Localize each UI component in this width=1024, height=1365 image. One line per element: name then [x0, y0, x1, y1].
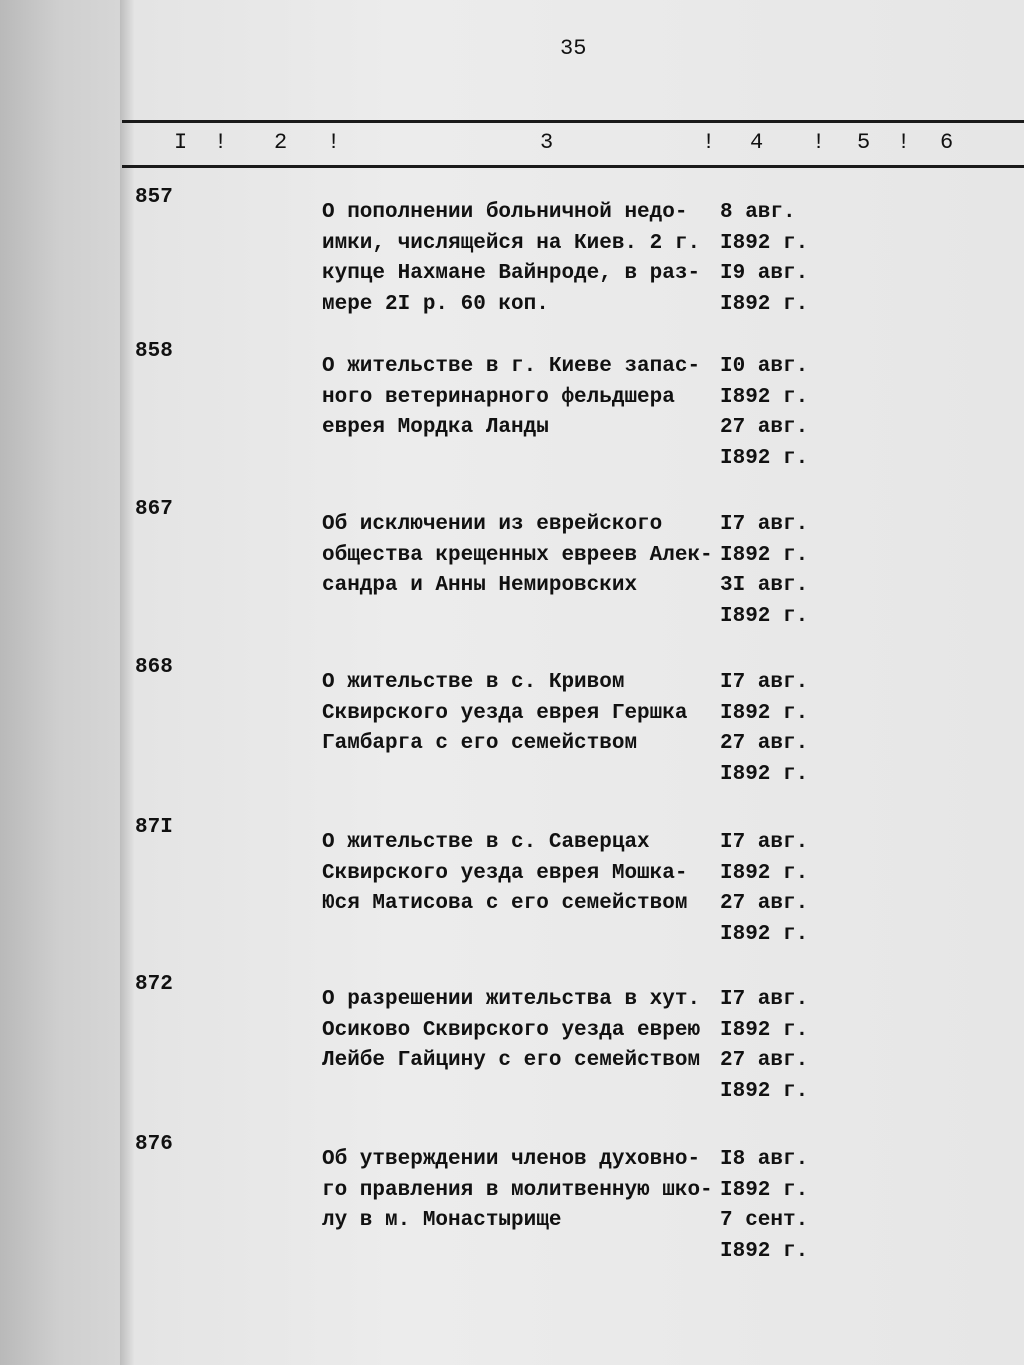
record-number: 87I [135, 816, 173, 839]
record-number: 868 [135, 656, 173, 679]
col-separator: ! [327, 130, 341, 155]
record-dates [720, 510, 808, 632]
col-4-header: 4 [750, 130, 764, 155]
col-1-header: I [174, 130, 188, 155]
record-description [322, 985, 700, 1077]
description-line: Об исключении из еврейского [322, 513, 663, 536]
record-dates [720, 352, 808, 474]
col-separator: ! [812, 130, 826, 155]
date-line: I892 г. [720, 1239, 809, 1263]
date-line: I892 г. [720, 762, 809, 786]
description-line: общества крещенных евреев Алек- [322, 543, 713, 567]
description-line: О жительстве в г. Киеве запас- [322, 355, 701, 378]
description-line: купце Нахмане Вайнроде, в раз- [322, 262, 701, 285]
record-number: 876 [135, 1133, 173, 1156]
date-line: I7 авг. [720, 831, 809, 854]
description-line: имки, числящейся на Киев. 2 г. [322, 231, 701, 255]
col-separator: ! [897, 130, 911, 155]
description-line: Сквирского уезда еврея Гершка [322, 701, 688, 725]
date-line: I892 г. [720, 231, 809, 255]
record-dates [720, 198, 808, 320]
description-line: Об утверждении членов духовно- [322, 1148, 701, 1171]
record-description [322, 510, 713, 602]
record-description [322, 1145, 713, 1237]
record-description [322, 198, 700, 320]
description-line: сандра и Анны Немировских [322, 574, 638, 597]
page-number: 35 [560, 36, 587, 61]
date-line: I7 авг. [720, 671, 809, 694]
col-2-header: 2 [274, 130, 288, 155]
header-bottom-rule [122, 165, 1024, 168]
description-line: ного ветеринарного фельдшера [322, 385, 675, 409]
record-description [322, 828, 687, 920]
description-line: мере 2I р. 60 коп. [322, 292, 549, 316]
description-line: О жительстве в с. Кривом [322, 671, 625, 694]
record-number: 857 [135, 186, 173, 209]
date-line: I892 г. [720, 1018, 809, 1042]
col-separator: ! [214, 130, 228, 155]
record-dates [720, 828, 808, 950]
date-line: I892 г. [720, 292, 809, 316]
date-line: I892 г. [720, 604, 809, 628]
record-dates [720, 668, 808, 790]
description-line: еврея Мордка Ланды [322, 416, 549, 439]
date-line: I892 г. [720, 543, 809, 567]
col-3-header: 3 [540, 130, 554, 155]
header-top-rule [122, 120, 1024, 123]
date-line: I9 авг. [720, 262, 809, 285]
record-description [322, 668, 687, 760]
description-line: Осиково Сквирского уезда еврею [322, 1018, 701, 1042]
description-line: Гамбарга с его семейством [322, 732, 638, 755]
description-line: Сквирского уезда еврея Мошка- [322, 861, 688, 885]
date-line: I7 авг. [720, 988, 809, 1011]
date-line: 27 авг. [720, 732, 809, 755]
record-dates [720, 985, 808, 1107]
record-description [322, 352, 700, 444]
col-6-header: 6 [940, 130, 954, 155]
date-line: I892 г. [720, 701, 809, 725]
date-line: 3I авг. [720, 574, 809, 597]
date-line: I892 г. [720, 861, 809, 885]
date-line: 27 авг. [720, 892, 809, 915]
description-line: Лейбе Гайцину с его семейством [322, 1049, 701, 1072]
date-line: 27 авг. [720, 1049, 809, 1072]
date-line: I892 г. [720, 1178, 809, 1202]
description-line: О пополнении больничной недо- [322, 201, 688, 224]
date-line: I892 г. [720, 385, 809, 409]
record-number: 872 [135, 973, 173, 996]
description-line: Юся Матисова с его семейством [322, 892, 688, 915]
col-separator: ! [702, 130, 716, 155]
description-line: лу в м. Монастырище [322, 1209, 562, 1232]
date-line: 7 сент. [720, 1209, 809, 1232]
table-header [122, 130, 1024, 160]
date-line: I892 г. [720, 1079, 809, 1103]
date-line: 8 авг. [720, 201, 796, 224]
record-number: 858 [135, 340, 173, 363]
col-5-header: 5 [857, 130, 871, 155]
date-line: I892 г. [720, 446, 809, 470]
date-line: I8 авг. [720, 1148, 809, 1171]
description-line: О жительстве в с. Саверцах [322, 831, 650, 854]
record-number: 867 [135, 498, 173, 521]
description-line: го правления в молитвенную шко- [322, 1178, 713, 1202]
record-dates [720, 1145, 808, 1267]
date-line: I7 авг. [720, 513, 809, 536]
description-line: О разрешении жительства в хут. [322, 988, 701, 1011]
date-line: 27 авг. [720, 416, 809, 439]
date-line: I0 авг. [720, 355, 809, 378]
page-fold-shadow [120, 0, 134, 1365]
date-line: I892 г. [720, 922, 809, 946]
